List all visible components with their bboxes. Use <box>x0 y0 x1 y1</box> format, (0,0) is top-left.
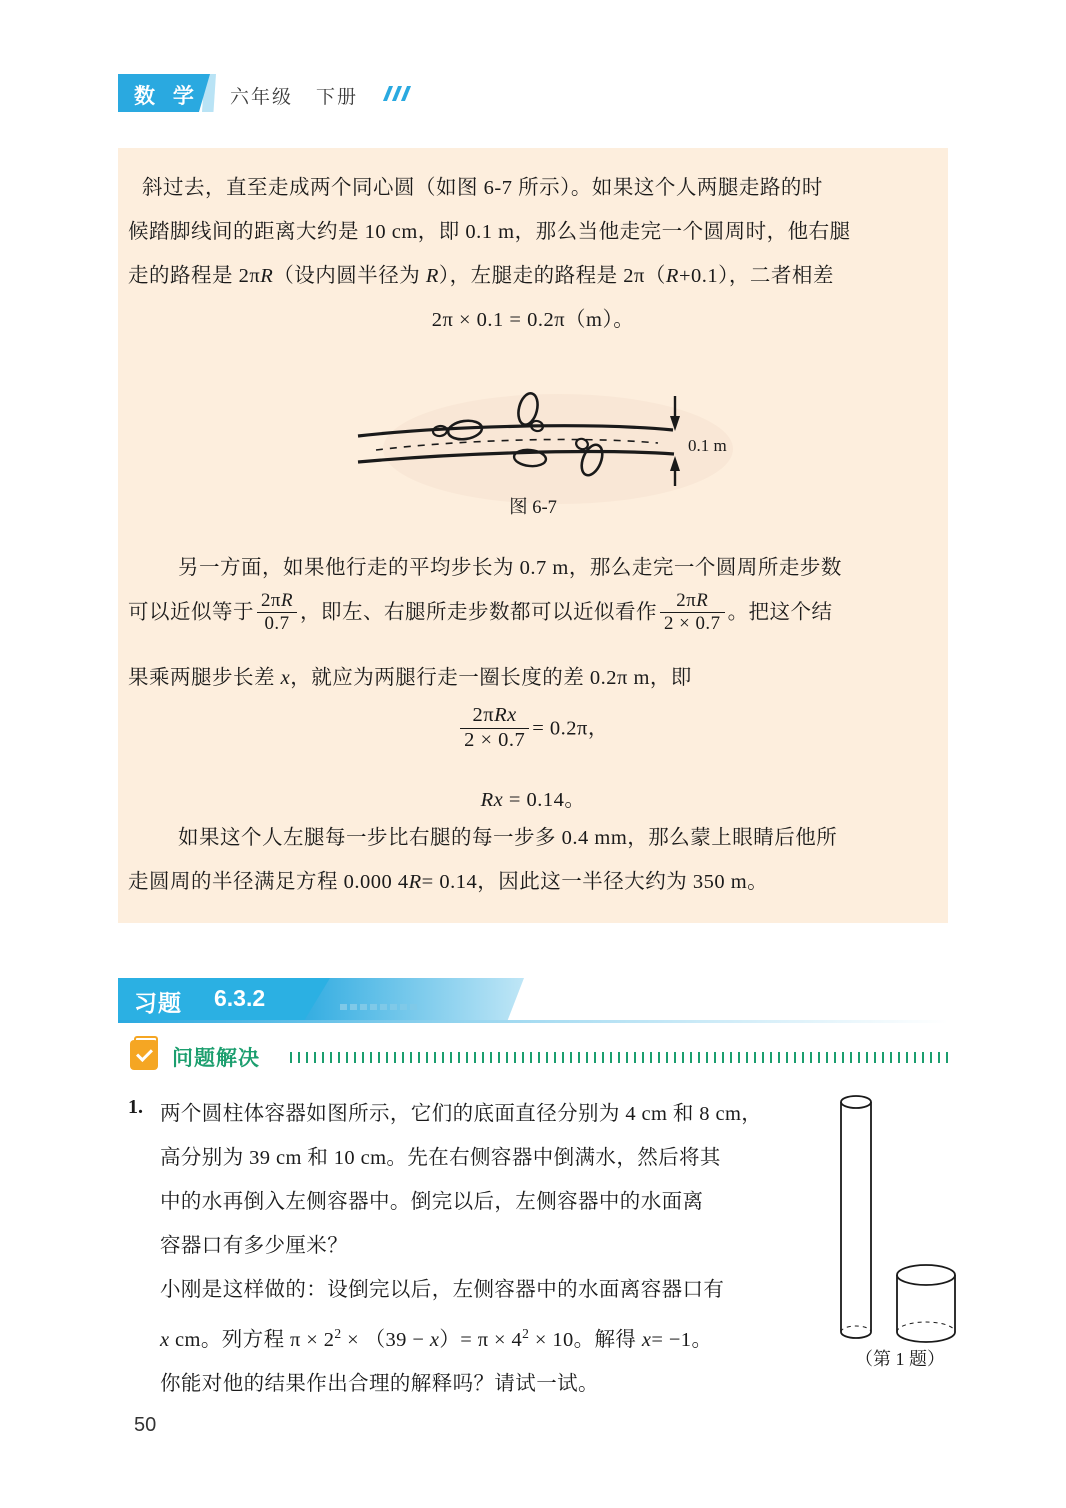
header-subject: 数 学 <box>134 85 200 108</box>
passage-line-4: 另一方面，如果他行走的平均步长为 0.7 m，那么走完一个圆周所走步数 <box>178 557 842 579</box>
var-R-4: R <box>408 871 422 893</box>
var-R-1: R <box>260 265 274 287</box>
passage-line-7: 如果这个人左腿每一步比右腿的每一步多 0.4 mm，那么蒙上眼睛后他所 <box>178 827 838 849</box>
fraction-1-denominator: 0.7 <box>257 612 297 635</box>
formula-2-rhs: = 0.2π， <box>532 717 609 740</box>
passage-line-2: 候踏脚线间的距离大约是 10 cm，即 0.1 m，那么当他走完一个圆周时，他右腿 <box>128 221 851 243</box>
problem-1-line-6-b: × （39 − <box>341 1328 425 1351</box>
formula-3-R: R <box>480 789 494 811</box>
passage-line-3-d: +0.1），二者相差 <box>678 265 834 287</box>
fraction-2-numerator: 2πR <box>676 590 709 611</box>
exercise-banner-dashes <box>340 1004 450 1012</box>
formula-3-rhs: = 0.14。 <box>508 789 586 811</box>
header-volume: 下册 <box>316 87 359 108</box>
problem-1-line-2: 高分别为 39 cm 和 10 cm。先在右侧容器中倒满水，然后将其 <box>160 1147 721 1169</box>
passage-line-3-c: ），左腿走的路程是 2π（ <box>438 265 666 287</box>
passage-line-6-b: ，就应为两腿行走一圈长度的差 0.2π m，即 <box>290 667 692 689</box>
var-x-1: x <box>280 667 291 689</box>
exercise-banner-label: 习题 <box>134 990 182 1016</box>
section-title: 问题解决 <box>172 1047 260 1070</box>
var-R-2: R <box>425 265 439 287</box>
problem-1-number: 1. <box>128 1096 143 1118</box>
header-grade: 六年级 <box>230 87 294 108</box>
problem-1-line-5: 小刚是这样做的：设倒完以后，左侧容器中的水面离容器口有 <box>160 1279 725 1301</box>
page-number: 50 <box>134 1414 157 1436</box>
problem-1-line-6-a: cm。列方程 π × 2 <box>175 1328 335 1351</box>
problem-1-var-x-2: x <box>429 1328 440 1351</box>
problem-1-line-6-d: × 10。解得 <box>529 1328 637 1351</box>
fraction-1 <box>257 590 297 634</box>
fraction-2 <box>660 590 725 634</box>
problem-1-line-6 <box>160 1312 820 1362</box>
passage-line-5-a: 可以近似等于 <box>128 601 254 624</box>
passage-line-8-a: 走圆周的半径满足方程 0.000 4 <box>128 871 409 893</box>
passage-line-3-a: 走的路程是 2π <box>128 265 261 287</box>
problem-1-line-7: 你能对他的结果作出合理的解释吗？请试一试。 <box>160 1372 599 1395</box>
problem-1-body <box>160 1092 820 1406</box>
section-dotted-rule <box>290 1052 950 1064</box>
exercise-banner-underline <box>118 1020 948 1023</box>
problem-1-line-3: 中的水再倒入左侧容器中。倒完以后，左侧容器中的水面离 <box>160 1191 704 1213</box>
passage-formula-1: 2π × 0.1 = 0.2π（m）。 <box>431 309 635 331</box>
problem-1-var-x-3: x <box>641 1328 652 1351</box>
var-R-3: R <box>665 265 679 287</box>
passage-line-1: 斜过去，直至走成两个同心圆（如图 6-7 所示）。如果这个人两腿走路的时 <box>142 177 823 199</box>
passage-line-6 <box>128 656 692 700</box>
checkbox-clipboard-icon <box>130 1040 158 1070</box>
passage-line-8-b: = 0.14，因此这一半径大约为 350 m。 <box>421 871 769 893</box>
passage-line-5 <box>128 590 833 634</box>
problem-1-line-1: 两个圆柱体容器如图所示，它们的底面直径分别为 4 cm 和 8 cm， <box>160 1103 763 1125</box>
problem-1-sup-1: 2 <box>334 1326 342 1341</box>
problem-1-figure-caption: （第 1 题） <box>855 1349 945 1369</box>
figure-6-7-caption: 图 6-7 <box>509 498 557 518</box>
figure-6-7-label: 0.1 m <box>688 436 727 455</box>
fraction-2-denominator: 2 × 0.7 <box>660 612 725 635</box>
passage-box <box>118 148 948 923</box>
formula-3-x: x <box>493 789 504 811</box>
passage-line-3 <box>128 254 834 298</box>
passage-line-5-b: ，即左、右腿所走步数都可以近似看作 <box>299 601 657 624</box>
problem-1-line-4: 容器口有多少厘米？ <box>160 1235 349 1257</box>
fraction-1-numerator: 2πR <box>261 590 293 611</box>
cylinders-drawing <box>826 1090 966 1360</box>
passage-line-8 <box>128 860 768 904</box>
problem-1-line-6-c: ）= π × 4 <box>439 1328 523 1351</box>
page-header <box>118 74 948 116</box>
passage-line-3-b: （设内圆半径为 <box>273 265 426 287</box>
problem-1-line-6-e: = −1。 <box>651 1328 713 1351</box>
passage-line-5-c: 。把这个结 <box>727 601 833 624</box>
passage-line-6-a: 果乘两腿步长差 <box>128 667 281 689</box>
problem-1-var-x-1: x <box>160 1328 170 1351</box>
formula-2-denominator: 2 × 0.7 <box>460 728 529 753</box>
formula-2-fraction <box>460 704 529 752</box>
exercise-banner-number: 6.3.2 <box>214 985 266 1011</box>
problem-1-sup-2: 2 <box>522 1326 530 1341</box>
exercise-banner <box>118 978 948 1026</box>
formula-2-numerator: 2πRx <box>472 704 517 726</box>
passage-formula-2 <box>118 704 948 752</box>
section-head <box>130 1040 950 1074</box>
triple-slash-icon <box>386 86 426 102</box>
problem-1-figure <box>826 1090 966 1360</box>
